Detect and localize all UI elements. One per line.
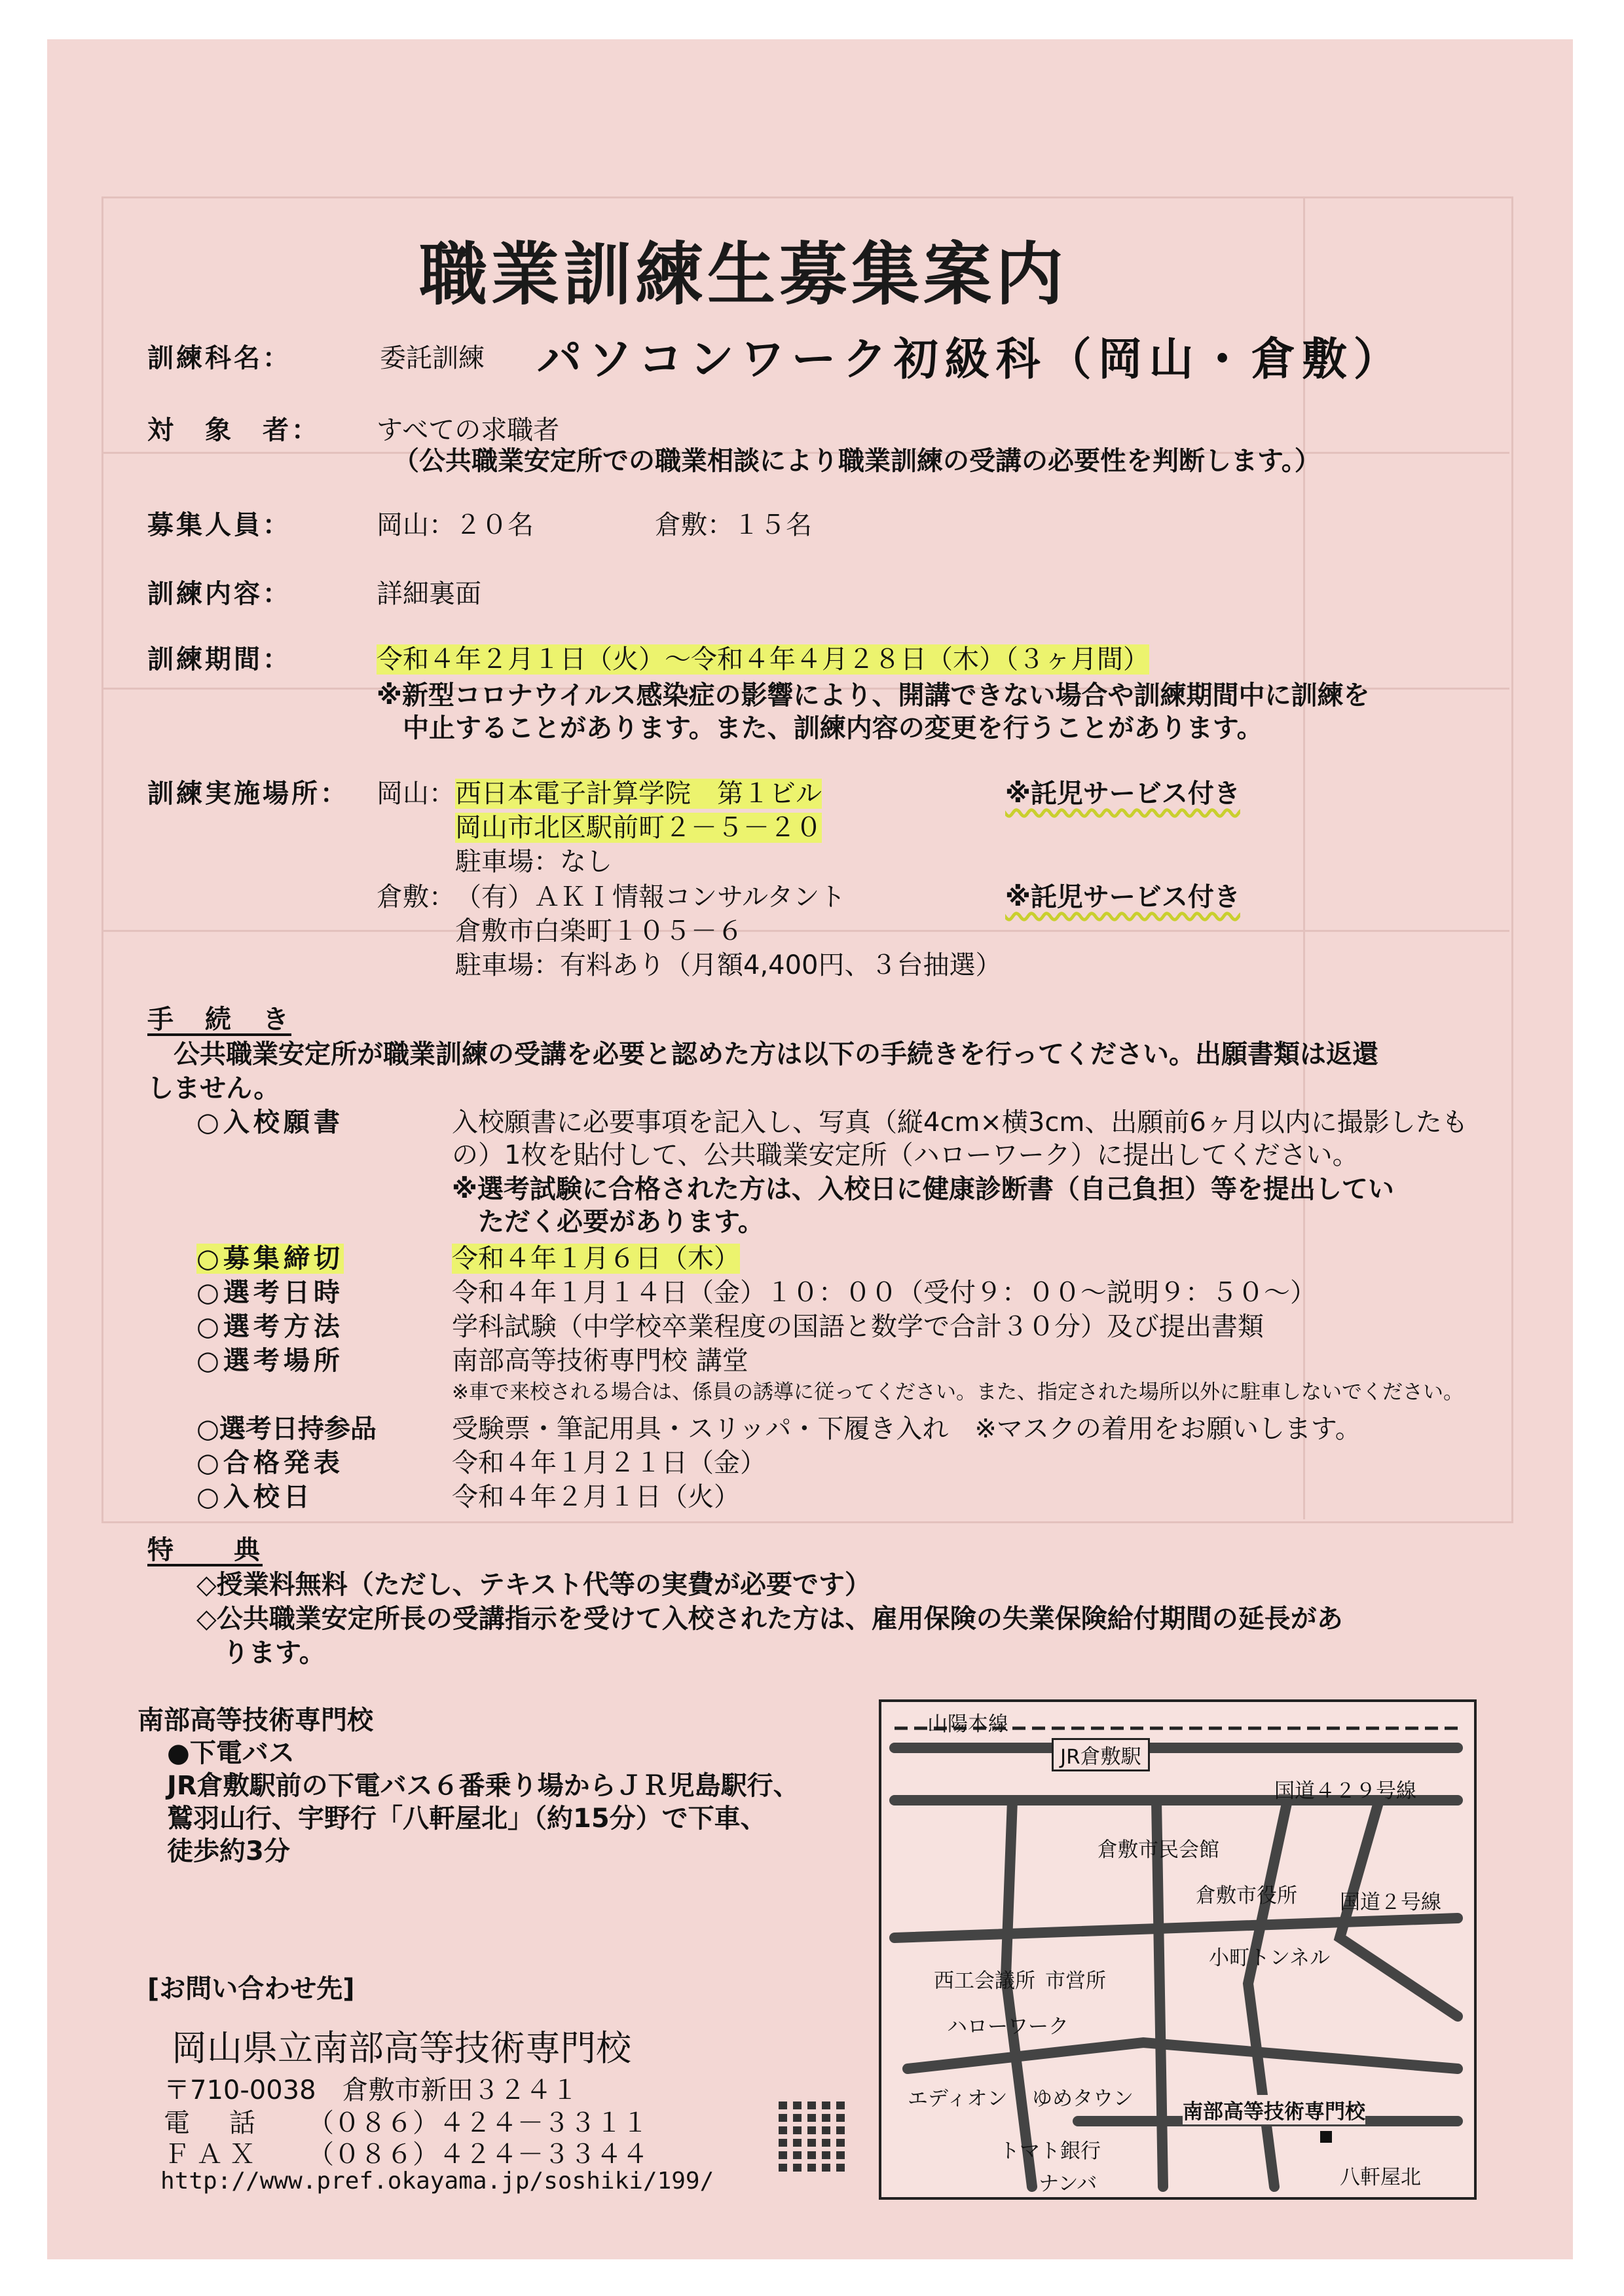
map-label-kurashiki-station: JR倉敷駅: [1052, 1738, 1150, 1771]
access-bus-heading: ●下電バス: [167, 1738, 295, 1768]
exam-method-value: 学科試験（中学校卒業程度の国語と数学で合計３０分）及び提出書類: [452, 1312, 1264, 1342]
map-label-route-2: 国道２号線: [1340, 1891, 1441, 1914]
contact-tel[interactable]: （０８６）４２４－３３１１: [308, 2108, 648, 2138]
access-line-3: 徒歩約3分: [167, 1836, 290, 1866]
venue-kurashiki-name: （有）ＡＫＩ情報コンサルタント: [455, 882, 846, 912]
venue-kurashiki-address: 倉敷市白楽町１０５－６: [455, 916, 743, 946]
map-label-city-office: 倉敷市役所: [1196, 1884, 1297, 1908]
application-form-text-2: の）1枚を貼付して、公共職業安定所（ハローワーク）に提出してください。: [452, 1140, 1359, 1170]
map-label-tomato-bank: トマト銀行: [999, 2139, 1101, 2163]
application-form-text-3: ※選考試験に合格された方は、入校日に健康診断書（自己負担）等を提出してい: [452, 1174, 1394, 1204]
application-form-text-1: 入校願書に必要事項を記入し、写真（縦4cm×横3cm、出願前6ヶ月以内に撮影したも: [452, 1107, 1468, 1138]
map-label-chamber: 西工会議所: [934, 1969, 1035, 1993]
venue-okayama-parking: 駐車場：なし: [455, 847, 612, 877]
deadline-label: ○募集締切: [196, 1244, 344, 1274]
exam-place-label: ○選考場所: [196, 1346, 344, 1376]
exam-items-value: 受験票・筆記用具・スリッパ・下履き入れ ※マスクの着用をお願いします。: [452, 1414, 1361, 1444]
period-label: 訓練期間：: [147, 644, 291, 675]
exam-place-value: 南部高等技術専門校 講堂: [452, 1346, 748, 1376]
venue-kurashiki-parking: 駐車場：有料あり（月額4,400円、３台抽選）: [455, 950, 1002, 980]
benefit-item-2: ◇公共職業安定所長の受講指示を受けて入校された方は、雇用保険の失業保険給付期間の延長があ: [196, 1604, 1343, 1634]
capacity-okayama: 岡山：２０名: [377, 510, 534, 540]
benefit-item-3: ります。: [223, 1638, 325, 1668]
application-form-text-4: ただく必要があります。: [452, 1207, 764, 1237]
page-title: 職業訓練生募集案内: [419, 234, 1068, 314]
entrance-value: 令和４年２月１日（火）: [452, 1482, 740, 1512]
application-form-label: ○入校願書: [196, 1107, 344, 1138]
course-name: パソコンワーク初級科（岡山・倉敷）: [537, 334, 1405, 386]
contact-fax-label: ＦＡＸ: [164, 2139, 262, 2170]
map-label-school: 南部高等技術専門校: [1183, 2095, 1365, 2124]
contact-school-name: 岡山県立南部高等技術専門校: [172, 2028, 631, 2069]
result-value: 令和４年１月２１日（金）: [452, 1448, 766, 1478]
deadline-value: 令和４年１月６日（木）: [452, 1244, 740, 1274]
target-note: （公共職業安定所での職業相談により職業訓練の受講の必要性を判断します。）: [393, 446, 1321, 476]
contact-heading: [お問い合わせ先]: [147, 1974, 355, 2004]
parking-note: ※車で来校される場合は、係員の誘導に従ってください。また、指定された場所以外に駐車しないでください。: [452, 1380, 1464, 1404]
exam-datetime-label: ○選考日時: [196, 1278, 344, 1308]
period-value: 令和４年２月１日（火）～令和４年４月２８日（木）（３ヶ月間）: [377, 644, 1149, 675]
map-label-komachi-tunnel: 小町トンネル: [1209, 1946, 1331, 1970]
venue-label: 訓練実施場所：: [147, 779, 349, 809]
venue-kurashiki-childcare: ※託児サービス付き: [1005, 882, 1240, 912]
map-label-edion: エディオン: [908, 2087, 1008, 2111]
exam-items-label: ○選考日持参品: [196, 1414, 377, 1444]
course-type: 委託訓練: [380, 343, 485, 373]
map-label-hakkenya-kita: 八軒屋北: [1340, 2166, 1421, 2189]
benefit-item-1: ◇授業料無料（ただし、テキスト代等の実費が必要です）: [196, 1570, 871, 1600]
exam-method-label: ○選考方法: [196, 1312, 344, 1342]
map-label-youme-town: ゆめタウン: [1032, 2087, 1134, 2111]
contact-fax: （０８６）４２４－３３４４: [308, 2139, 648, 2170]
contact-url[interactable]: http://www.pref.okayama.jp/soshiki/199/: [160, 2168, 714, 2194]
map-label-namba: ナンバ: [1039, 2172, 1098, 2196]
course-label: 訓練科名：: [147, 343, 291, 373]
map-label-market: 市営所: [1045, 1969, 1106, 1993]
capacity-label: 募集人員：: [147, 510, 291, 540]
map-label-civic-hall: 倉敷市民会館: [1098, 1838, 1219, 1862]
period-note-2: 中止することがあります。また、訓練内容の変更を行うことがあります。: [403, 713, 1263, 743]
content-label: 訓練内容：: [147, 579, 291, 609]
benefits-heading: 特 典: [147, 1535, 263, 1565]
access-map: [879, 1699, 1477, 2200]
procedure-intro-2: しません。: [147, 1073, 280, 1103]
venue-okayama-childcare: ※託児サービス付き: [1005, 779, 1240, 809]
venue-okayama-name: 西日本電子計算学院 第１ビル: [455, 779, 822, 809]
access-line-2: 鷲羽山行、宇野行「八軒屋北」（約15分）で下車、: [167, 1804, 767, 1834]
venue-okayama-prefix: 岡山：: [377, 779, 455, 809]
map-label-hello-work: ハローワーク: [947, 2015, 1069, 2039]
contact-tel-label: 電 話: [164, 2108, 262, 2138]
map-label-sanyo-line: 山陽本線: [927, 1713, 1008, 1736]
venue-kurashiki-prefix: 倉敷：: [377, 882, 455, 912]
procedure-heading: 手 続 き: [147, 1005, 291, 1035]
capacity-kurashiki: 倉敷：１５名: [655, 510, 812, 540]
map-label-route-429: 国道４２９号線: [1274, 1779, 1416, 1803]
bleed-through-line: [1303, 196, 1305, 1519]
venue-okayama-address: 岡山市北区駅前町２－５－２０: [455, 813, 822, 843]
access-line-1: JR倉敷駅前の下電バス６番乗り場からＪＲ児島駅行、: [167, 1771, 800, 1801]
target-label: 対 象 者：: [147, 415, 320, 445]
entrance-label: ○入校日: [196, 1482, 314, 1512]
procedure-intro-1: 公共職業安定所が職業訓練の受講を必要と認めた方は以下の手続きを行ってください。出願書類は返還: [174, 1039, 1378, 1069]
period-note-1: ※新型コロナウイルス感染症の影響により、開講できない場合や訓練期間中に訓練を: [377, 680, 1370, 711]
access-school: 南部高等技術専門校: [138, 1705, 373, 1735]
contact-postal: 〒710-0038 倉敷市新田３２４１: [164, 2075, 578, 2105]
result-label: ○合格発表: [196, 1448, 344, 1478]
qr-code[interactable]: [773, 2099, 850, 2176]
bleed-through-line: [101, 930, 1509, 932]
exam-datetime-value: 令和４年１月１４日（金）１０：００（受付９：００～説明９：５０～）: [452, 1278, 1316, 1308]
target-value: すべての求職者: [377, 415, 560, 445]
content-value: 詳細裏面: [377, 579, 481, 609]
